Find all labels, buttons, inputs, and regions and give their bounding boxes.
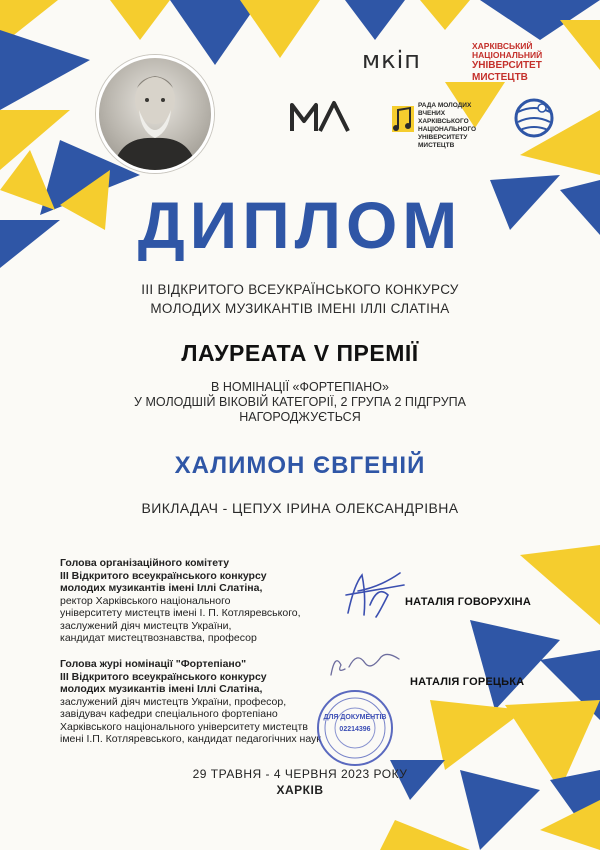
signer2-block (60, 658, 340, 746)
triangle-blue (345, 0, 405, 40)
event-dates: 29 ТРАВНЯ - 4 ЧЕРВНЯ 2023 РОКУ (192, 767, 408, 781)
globe-logo (512, 96, 556, 140)
signer1-desc-line3: заслужений діяч мистецтв України, (60, 619, 232, 632)
signer1-block (60, 557, 340, 645)
signer2-desc-line2: завідувач кафедри спеціального фортепіано (60, 708, 278, 720)
competition-title (0, 280, 600, 318)
portrait-illia-slatin (96, 55, 214, 173)
competition-title-line1: ІІІ ВІДКРИТОГО ВСЕУКРАЇНСЬКОГО КОНКУРСУ (141, 282, 459, 297)
signature2-icon (325, 645, 405, 685)
stamp-code: 02214396 (339, 726, 371, 733)
competition-title-line2: МОЛОДИХ МУЗИКАНТІВ ІМЕНІ ІЛЛІ СЛАТІНА (150, 301, 450, 316)
nomination-text (0, 380, 600, 425)
rada-logo (390, 96, 490, 149)
stamp-text: ДЛЯ ДОКУМЕНТІВ (323, 714, 387, 721)
triangle-blue (0, 30, 90, 110)
triangle-yellow (110, 0, 170, 40)
portrait-icon (99, 58, 211, 170)
award-title: ЛАУРЕАТА V ПРЕМІЇ (181, 340, 419, 366)
signer1-desc-line2: університету мистецтв імені І. П. Котляревського, (60, 607, 301, 619)
university-logo-line2: УНІВЕРСИТЕТ МИСТЕЦТВ (472, 60, 542, 83)
ma-logo-icon (288, 97, 354, 137)
signer2-desc-line3: Харківського національного університету мистецтв (60, 720, 308, 733)
signer2-name: НАТАЛІЯ ГОРЕЦЬКА (410, 676, 525, 688)
ma-logo (288, 97, 354, 137)
signer1-role-line2: ІІІ Відкритого всеукраїнського конкурсу (60, 569, 267, 582)
signer2-desc-line1: заслужений діяч мистецтв України, професор, (60, 695, 287, 708)
signer2-role-line2: ІІІ Відкритого всеукраїнського конкурсу (60, 670, 267, 683)
signer1-desc-line4: кандидат мистецтвознавства, професор (60, 632, 257, 644)
university-logo (472, 42, 570, 84)
event-dates-block (0, 766, 600, 798)
signer1-name: НАТАЛІЯ ГОВОРУХІНА (405, 596, 531, 608)
triangle-yellow (240, 0, 320, 58)
nomination-line2: У МОЛОДШІЙ ВІКОВІЙ КАТЕГОРІЇ, 2 ГРУПА 2 ПІДГРУПА (134, 395, 466, 409)
signer2-role-line3: молодих музикантів імені Іллі Слатіна, (60, 683, 263, 695)
rada-logo-line2: ХАРКІВСЬКОГО НАЦІОНАЛЬНОГО (418, 118, 477, 133)
nomination-line3: НАГОРОДЖУЄТЬСЯ (239, 410, 361, 424)
official-stamp (315, 688, 395, 768)
signer1-role-line1: Голова організаційного комітету (60, 557, 230, 569)
triangle-yellow (420, 0, 470, 30)
nomination-line1: В НОМІНАЦІЇ «ФОРТЕПІАНО» (211, 380, 389, 394)
recipient-name: ХАЛИМОН ЄВГЕНІЙ (174, 452, 426, 479)
signer2-role-line1: Голова журі номінації "Фортепіано" (60, 658, 247, 670)
university-logo-line1: ХАРКІВСЬКИЙ НАЦІОНАЛЬНИЙ (472, 41, 543, 60)
rada-logo-line1: РАДА МОЛОДИХ ВЧЕНИХ (418, 102, 472, 117)
rada-logo-line3: УНІВЕРСИТЕТУ МИСТЕЦТВ (418, 134, 468, 149)
globe-icon (512, 96, 556, 140)
signer1-desc-line1: ректор Харківського національного (60, 594, 231, 607)
diploma-title: ДИПЛОМ (137, 188, 463, 262)
mkip-logo: мкіп (362, 46, 421, 74)
event-city: ХАРКІВ (276, 783, 324, 797)
signer2-desc-line4: імені І.П. Котляревського, кандидат педагогічних наук (60, 733, 321, 745)
triangle-blue (170, 0, 260, 65)
triangle-yellow (380, 820, 470, 850)
triangle-yellow (520, 545, 600, 625)
signer1-role-line3: молодих музикантів імені Іллі Слатіна, (60, 582, 263, 594)
teacher-name: ВИКЛАДАЧ - ЦЕПУХ ІРИНА ОЛЕКСАНДРІВНА (141, 500, 459, 516)
signature1-icon (340, 565, 410, 625)
